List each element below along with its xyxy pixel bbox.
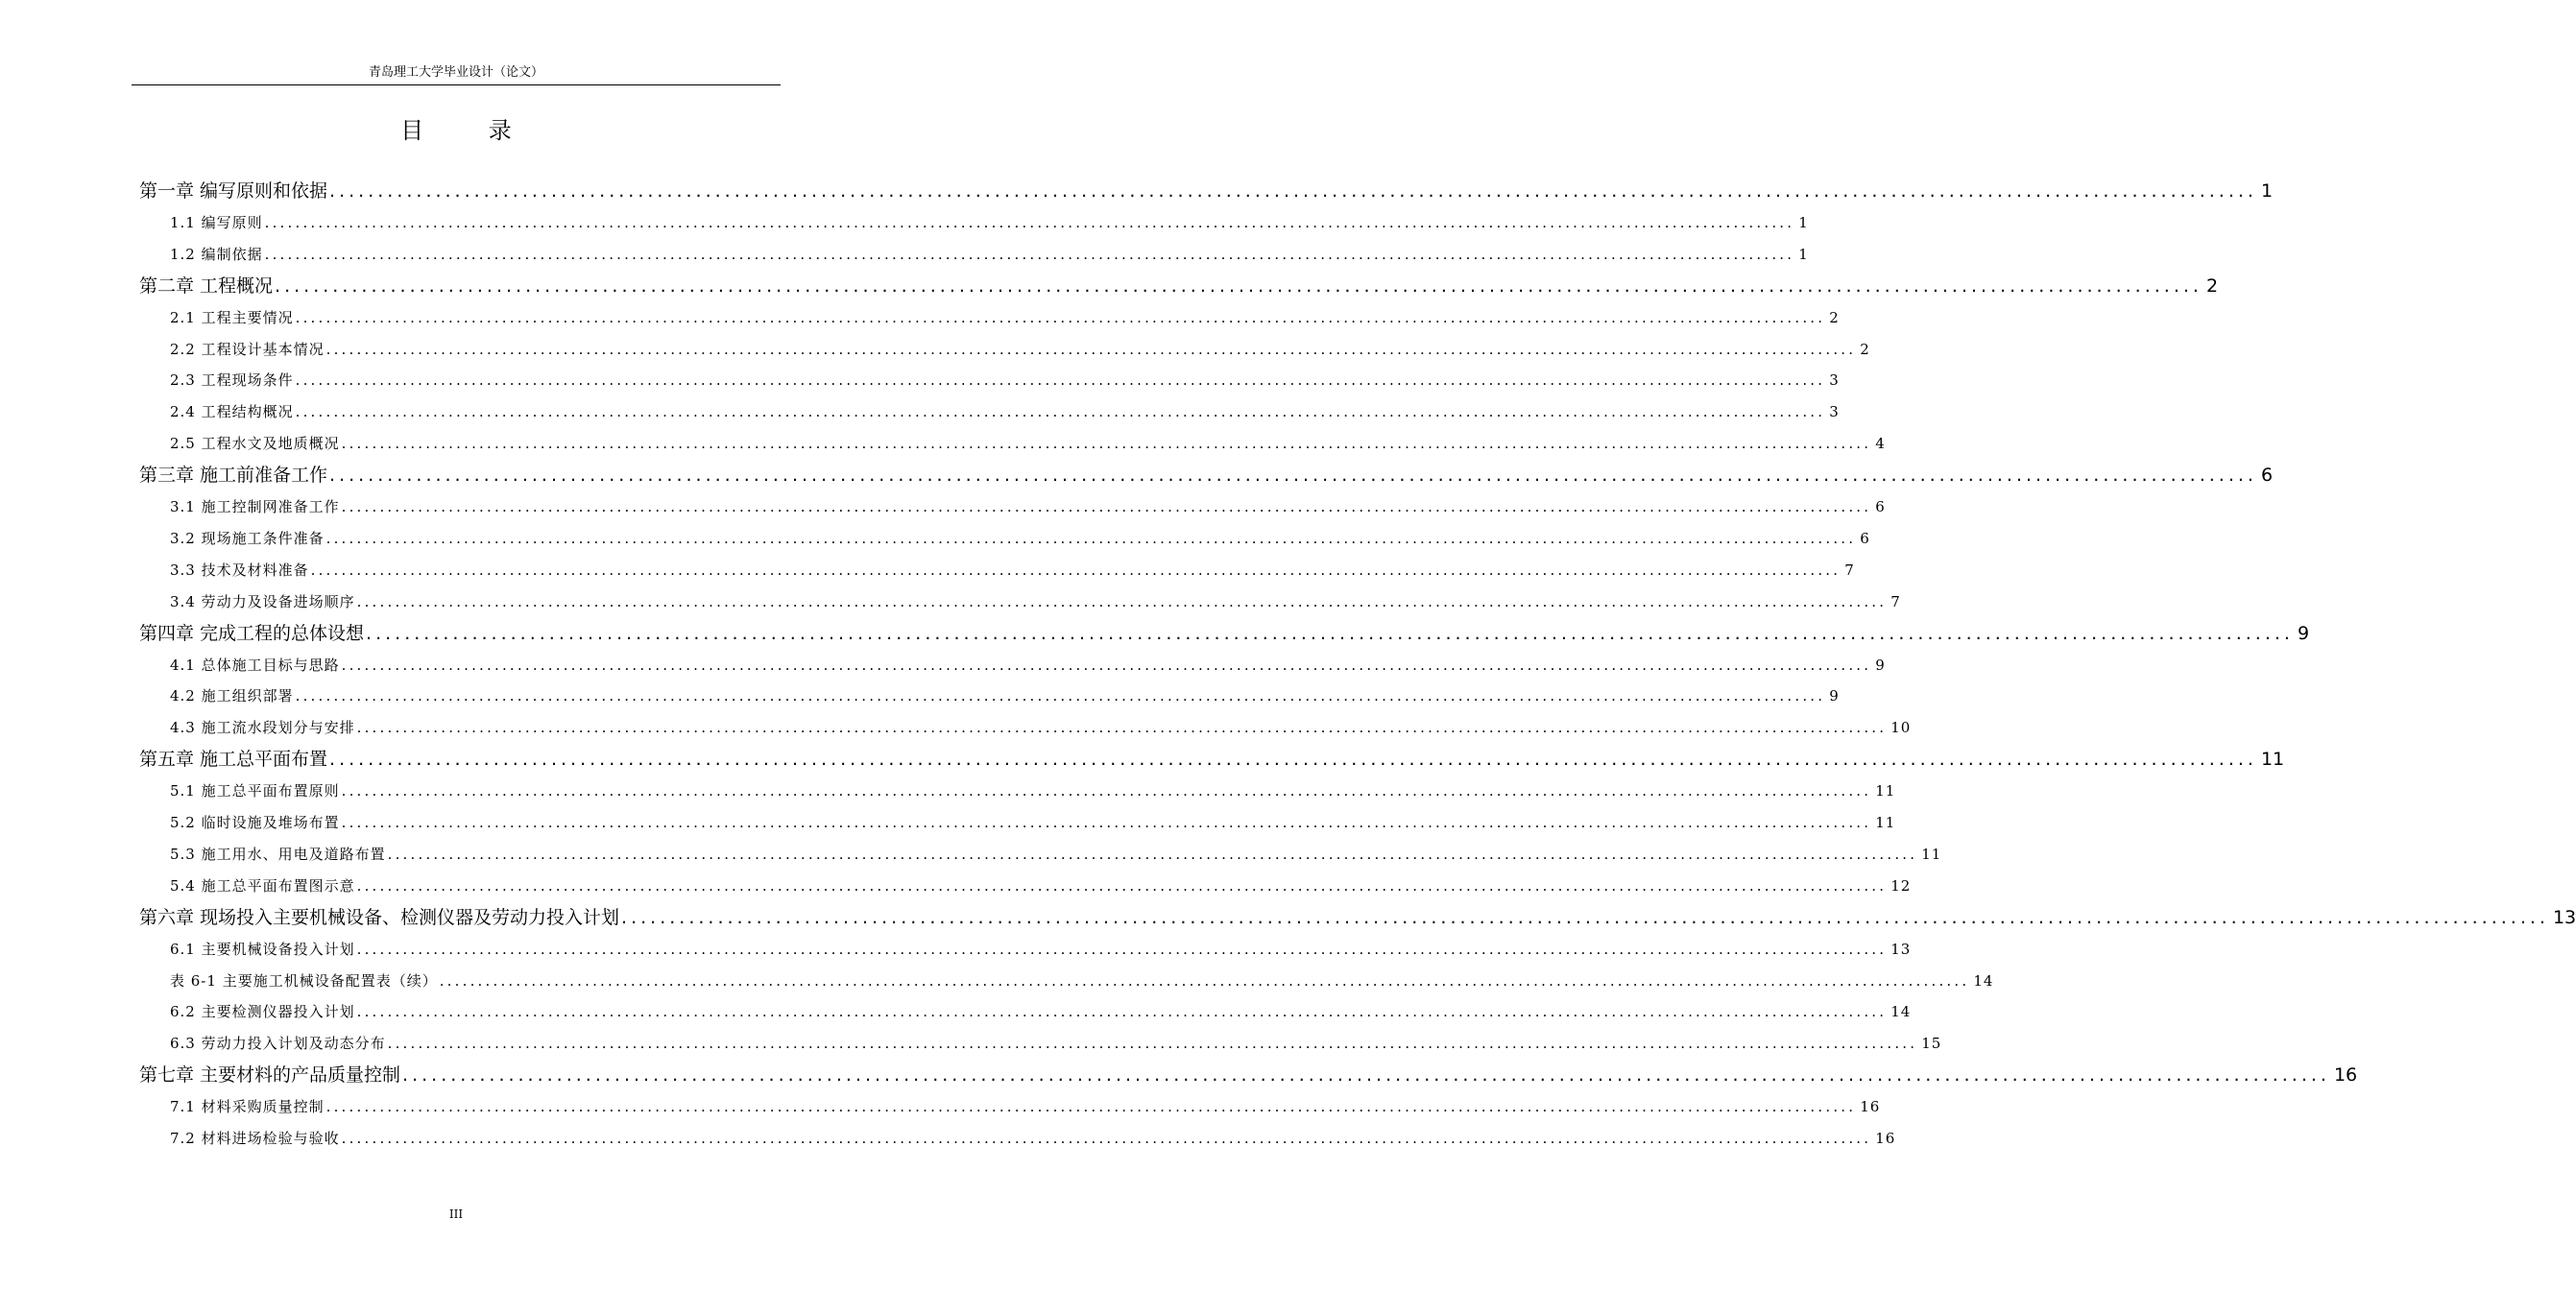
toc-entry-label: 1.2 编制依据 [170,245,263,263]
toc-dot-leader: ........................................................................................................................................................................................................ [621,906,2549,928]
toc-entry-page: 16 [1875,1130,1896,1147]
toc-entry-page: 14 [1973,971,1994,990]
toc-dot-leader: ........................................................................................................................................................................................................ [356,719,1888,737]
toc-section-entry[interactable] [170,871,1912,902]
toc-dot-leader: ........................................................................................................................................................................................................ [341,1130,1872,1147]
toc-dot-leader: ........................................................................................................................................................................................................ [387,1035,1918,1053]
toc-entry-label: 3.3 技术及材料准备 [170,561,309,579]
toc-entry-label: 2.1 工程主要情况 [170,308,294,326]
toc-entry-page: 14 [1890,1003,1912,1021]
toc-dot-leader: ........................................................................................................................................................................................................ [325,529,1857,547]
toc-entry-label: 4.1 总体施工目标与思路 [170,656,340,674]
toc-chapter-entry[interactable] [139,744,2285,776]
toc-entry-page: 9 [1829,687,1840,705]
toc-entry-label: 第六章 现场投入主要机械设备、检测仪器及劳动力投入计划 [139,906,620,928]
toc-entry-page: 6 [2260,465,2274,487]
toc-entry-page: 2 [1860,340,1870,358]
toc-dot-leader: ........................................................................................................................................................................................................ [356,1003,1888,1021]
toc-dot-leader: ........................................................................................................................................................................................................ [295,403,1826,421]
header-text: 青岛理工大学毕业设计（论文） [368,65,543,80]
toc-entry-label: 2.5 工程水文及地质概况 [170,435,340,453]
toc-entry-page: 2 [2205,275,2219,297]
toc-entry-label: 4.2 施工组织部署 [170,687,294,705]
toc-entry-label: 第二章 工程概况 [139,275,274,297]
page-header [132,63,781,85]
toc-entry-page: 11 [1875,814,1896,831]
toc-section-entry[interactable] [170,302,1840,334]
toc-dot-leader: ........................................................................................................................................................................................................ [264,245,1795,263]
toc-chapter-entry[interactable] [139,1060,2358,1091]
toc-entry-label: 5.4 施工总平面布置图示意 [170,876,355,895]
toc-entry-label: 2.4 工程结构概况 [170,403,294,421]
toc-dot-leader: ........................................................................................................................................................................................................ [329,180,2257,202]
toc-section-entry[interactable] [170,650,1886,681]
toc-section-entry[interactable] [170,365,1840,396]
toc-entry-page: 11 [1875,782,1896,800]
toc-dot-leader: ........................................................................................................................................................................................................ [366,622,2294,644]
toc-entry-page: 10 [1890,719,1912,737]
toc-entry-label: 6.1 主要机械设备投入计划 [170,940,355,958]
toc-section-entry[interactable] [170,996,1912,1028]
toc-entry-page: 2 [1829,308,1840,326]
toc-section-entry[interactable] [170,839,1942,871]
toc-entry-page: 1 [1798,245,1809,263]
toc-dot-leader: ........................................................................................................................................................................................................ [341,656,1872,674]
toc-section-entry[interactable] [170,807,1896,839]
toc-dot-leader: ........................................................................................................................................................................................................ [325,340,1857,358]
toc-section-entry[interactable] [170,491,1886,523]
toc-entry-label: 2.3 工程现场条件 [170,371,294,390]
toc-entry-page: 16 [1860,1098,1881,1116]
toc-chapter-entry[interactable] [139,618,2310,650]
toc-section-entry[interactable] [170,681,1840,712]
toc-dot-leader: ........................................................................................................................................................................................................ [295,308,1826,326]
toc-section-entry[interactable] [170,712,1912,744]
toc-entry-label: 7.1 材料采购质量控制 [170,1098,325,1116]
toc-title: 目 录 [400,117,541,144]
toc-entry-page: 6 [1875,498,1886,515]
toc-entry-page: 9 [1875,656,1886,674]
toc-dot-leader: ........................................................................................................................................................................................................ [310,561,1842,579]
toc-entry-label: 5.2 临时设施及堆场布置 [170,814,340,831]
toc-dot-leader: ........................................................................................................................................................................................................ [329,465,2257,487]
toc-dot-leader: ........................................................................................................................................................................................................ [341,498,1872,515]
toc-entry-label: 第四章 完成工程的总体设想 [139,622,365,644]
toc-section-entry[interactable] [170,776,1896,807]
toc-chapter-entry[interactable] [139,271,2219,302]
toc-dot-leader: ........................................................................................................................................................................................................ [329,749,2257,771]
toc-section-entry[interactable] [170,523,1870,555]
toc-entry-page: 11 [1921,845,1942,863]
toc-entry-label: 6.3 劳动力投入计划及动态分布 [170,1035,386,1053]
toc-entry-page: 3 [1829,371,1840,390]
toc-chapter-entry[interactable] [139,902,2576,934]
page-number: III [448,1207,464,1221]
toc-section-entry[interactable] [170,334,1870,366]
toc-section-entry[interactable] [170,555,1855,586]
toc-entry-page: 13 [1890,940,1912,958]
toc-dot-leader: ........................................................................................................................................................................................................ [264,213,1795,231]
toc-dot-leader: ........................................................................................................................................................................................................ [402,1064,2330,1087]
toc-entry-label: 第五章 施工总平面布置 [139,749,328,771]
toc-section-entry[interactable] [170,207,1809,239]
toc-entry-label: 2.2 工程设计基本情况 [170,340,325,358]
toc-dot-leader: ........................................................................................................................................................................................................ [439,971,1970,990]
toc-section-entry[interactable] [170,966,1994,997]
toc-entry-label: 第三章 施工前准备工作 [139,465,328,487]
toc-entry-page: 16 [2333,1064,2358,1087]
toc-dot-leader: ........................................................................................................................................................................................................ [325,1098,1857,1116]
toc-entry-page: 1 [2260,180,2274,202]
toc-entry-page: 7 [1844,561,1855,579]
toc-section-entry[interactable] [170,1123,1896,1155]
toc-dot-leader: ........................................................................................................................................................................................................ [341,782,1872,800]
toc-section-entry[interactable] [170,1091,1881,1123]
toc-entry-page: 11 [2260,749,2285,771]
toc-chapter-entry[interactable] [139,460,2274,491]
toc-dot-leader: ........................................................................................................................................................................................................ [356,592,1888,610]
toc-dot-leader: ........................................................................................................................................................................................................ [341,814,1872,831]
toc-dot-leader: ........................................................................................................................................................................................................ [356,940,1888,958]
toc-entry-label: 7.2 材料进场检验与验收 [170,1130,340,1147]
toc-entry-label: 第一章 编写原则和依据 [139,180,328,202]
toc-entry-page: 15 [1921,1035,1942,1053]
toc-entry-label: 6.2 主要检测仪器投入计划 [170,1003,355,1021]
toc-section-entry[interactable] [170,428,1886,460]
toc-section-entry[interactable] [170,586,1901,618]
toc-entry-page: 1 [1798,213,1809,231]
toc-section-entry[interactable] [170,239,1809,271]
page-footer [0,1207,912,1221]
toc-entry-page: 3 [1829,403,1840,421]
toc-dot-leader: ........................................................................................................................................................................................................ [356,876,1888,895]
toc-entry-label: 3.1 施工控制网准备工作 [170,498,340,515]
toc-entry-page: 6 [1860,529,1870,547]
toc-dot-leader: ........................................................................................................................................................................................................ [295,687,1826,705]
toc-section-entry[interactable] [170,934,1912,966]
toc-entry-label: 3.4 劳动力及设备进场顺序 [170,592,355,610]
toc-entry-label: 1.1 编写原则 [170,213,263,231]
toc-section-entry[interactable] [170,396,1840,428]
toc-dot-leader: ........................................................................................................................................................................................................ [387,845,1918,863]
toc-entry-page: 9 [2297,622,2310,644]
toc-entry-page: 12 [1890,876,1912,895]
toc-entry-label: 5.3 施工用水、用电及道路布置 [170,845,386,863]
toc-entry-label: 5.1 施工总平面布置原则 [170,782,340,800]
toc-entry-page: 4 [1875,435,1886,453]
toc-dot-leader: ........................................................................................................................................................................................................ [295,371,1826,390]
toc-chapter-entry[interactable] [139,176,2274,207]
toc-entry-label: 表 6-1 主要施工机械设备配置表（续） [170,971,438,990]
toc-entry-label: 第七章 主要材料的产品质量控制 [139,1064,401,1087]
toc-dot-leader: ........................................................................................................................................................................................................ [341,435,1872,453]
toc-entry-page: 13 [2552,906,2576,928]
toc-section-entry[interactable] [170,1028,1942,1060]
toc-entry-page: 7 [1890,592,1901,610]
toc-dot-leader: ........................................................................................................................................................................................................ [275,275,2203,297]
toc-entry-label: 3.2 现场施工条件准备 [170,529,325,547]
toc-entry-label: 4.3 施工流水段划分与安排 [170,719,355,737]
